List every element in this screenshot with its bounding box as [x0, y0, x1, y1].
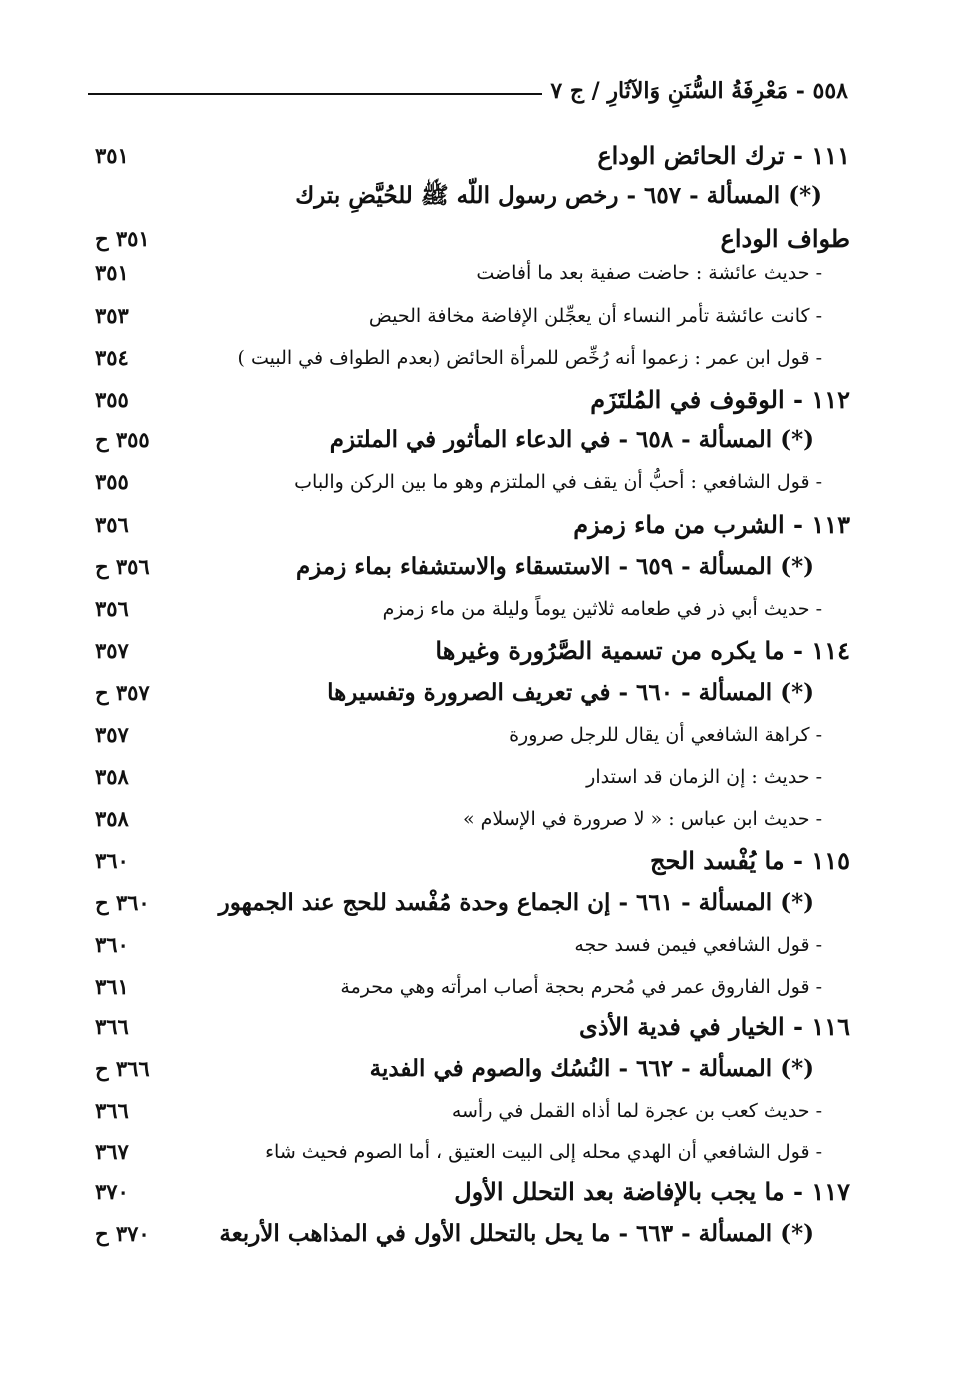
- entry-text: ١١٤ - ما يكره من تسمية الصَّرُورة وغيرها: [435, 636, 850, 665]
- entry-text: (*) المسألة - ٦٥٩ - الاستسقاء والاستشفاء بماء زمزم: [296, 553, 814, 580]
- entry-page: ٣٦٠: [95, 848, 129, 873]
- entry-text: - قول الشافعي فيمن فسد حجه: [574, 934, 822, 956]
- entry-page: ٣٦٦: [95, 1014, 129, 1039]
- entry-text: - حديث عائشة : حاضت صفية بعد ما أفاضت: [476, 262, 822, 284]
- toc-entry-item: [95, 757, 850, 799]
- entry-text: ١١٢ - الوقوف في المُلتَزَم: [590, 385, 850, 414]
- entry-page: ٣٥٣: [95, 303, 129, 328]
- entry-page: ٣٧٠: [95, 1179, 129, 1204]
- toc-entry-item: [95, 462, 850, 504]
- entry-text: - قول الفاروق عمر في مُحرم بحجة أصاب امرأته وهي محرمة: [340, 976, 822, 998]
- toc-entry-chapter-117: [95, 1172, 850, 1214]
- entry-text: (*) المسألة - ٦٦١ - إن الجماع وحدة مُفْسد للحج عند الجمهور: [218, 889, 814, 916]
- entry-text: ١١٣ - الشرب من ماء زمزم: [573, 510, 850, 539]
- toc-entry-item: [95, 967, 850, 1009]
- entry-page: ٣٥١: [95, 260, 129, 285]
- toc-entry-issue-663: [95, 1214, 850, 1256]
- entry-page: ٣٦٦ ح: [95, 1056, 150, 1081]
- entry-text: ١١٥ - ما يُفْسد الحج: [649, 846, 850, 875]
- entry-text: - حديث : إن الزمان قد استدار: [586, 766, 822, 788]
- entry-text: (*) المسألة - ٦٥٧ - رخص رسول اللّه ﷺ للحُيَّضِ بترك: [295, 182, 822, 209]
- toc-entry-item: [95, 799, 850, 841]
- entry-page: ٣٥٧: [95, 638, 129, 663]
- entry-page: ٣٦٧: [95, 1139, 129, 1164]
- entry-text: (*) المسألة - ٦٦٢ - النُسُك والصوم في الفدية: [369, 1055, 814, 1082]
- toc-entry-item: [95, 1091, 850, 1133]
- toc-entry-chapter-114: [95, 631, 850, 673]
- entry-page: ٣٥٨: [95, 806, 129, 831]
- entry-page: ٣٥٨: [95, 764, 129, 789]
- entry-text: ١١١ - ترك الحائض الوداع: [597, 141, 850, 170]
- toc-entry-issue-661: [95, 883, 850, 925]
- entry-text: ١١٦ - الخيار في فدية الأذى: [579, 1012, 850, 1041]
- entry-page: ٣٥١: [95, 143, 129, 168]
- toc-entry-issue-659: [95, 547, 850, 589]
- toc-entry-item: [95, 296, 850, 338]
- entry-text: - قول ابن عمر : زعموا أنه رُخِّص للمرأة الحائض (بعدم الطواف في البيت ): [237, 347, 822, 369]
- entry-text: - حديث أبي ذر في طعامه ثلاثين يوماً وليلة من ماء زمزم: [382, 598, 822, 620]
- entry-page: ٣٥٤: [95, 345, 129, 370]
- entry-text: - كراهة الشافعي أن يقال للرجل صرورة: [509, 724, 822, 746]
- entry-text: ١١٧ - ما يجب بالإفاضة بعد التحلل الأول: [454, 1177, 850, 1206]
- entry-page: ٣٦٠ ح: [95, 890, 150, 915]
- entry-page: ٣٥٥: [95, 469, 129, 494]
- entry-text: - كانت عائشة تأمر النساء أن يعجِّلن الإفاضة مخافة الحيض: [368, 305, 822, 327]
- entry-page: ٣٦٠: [95, 932, 129, 957]
- entry-page: ٣٥٦ ح: [95, 554, 150, 579]
- entry-text: - حديث ابن عباس : « لا صرورة في الإسلام »: [462, 808, 822, 830]
- entry-page: ٣٥٥ ح: [95, 427, 150, 452]
- entry-text: (*) المسألة - ٦٦٣ - ما يحل بالتحلل الأول في المذاهب الأربعة: [219, 1220, 814, 1247]
- entry-page: ٣٥١ ح: [95, 226, 150, 251]
- toc-entry-item: [95, 1132, 850, 1174]
- toc-entry-chapter-116: [95, 1007, 850, 1049]
- toc-entry-chapter-112: [95, 380, 850, 422]
- entry-text: - قول الشافعي أن الهدي محله إلى البيت العتيق ، أما الصوم فحيث شاء: [265, 1141, 822, 1163]
- entry-page: ٣٧٠ ح: [95, 1221, 150, 1246]
- entry-page: ٣٦١: [95, 974, 129, 999]
- entry-page: ٣٥٧: [95, 722, 129, 747]
- running-header: [88, 78, 848, 114]
- entry-page: ٣٥٥: [95, 387, 129, 412]
- entry-page: ٣٥٦: [95, 512, 129, 537]
- toc-entry-issue-658: [95, 420, 850, 462]
- entry-page: ٣٦٦: [95, 1098, 129, 1123]
- toc-entry-chapter-113: [95, 505, 850, 547]
- toc-entry-chapter-115: [95, 841, 850, 883]
- entry-page: ٣٥٧ ح: [95, 680, 150, 705]
- entry-text: - حديث كعب بن عجرة لما أذاه القمل في رأسه: [451, 1100, 822, 1122]
- header-title: ٥٥٨ - مَعْرِفَةُ السُّنَنِ وَالآثَارِ / ج ٧: [542, 78, 848, 104]
- toc-entry-issue-660: [95, 673, 850, 715]
- toc-entry-item: [95, 338, 850, 380]
- toc-entry-chapter-111: [95, 136, 850, 178]
- toc-entry-item: [95, 715, 850, 757]
- entry-page: ٣٥٦: [95, 596, 129, 621]
- toc-entry-item: [95, 925, 850, 967]
- toc-entry-issue-662: [95, 1049, 850, 1091]
- entry-text: (*) المسألة - ٦٦٠ - في تعريف الصرورة وتفسيرها: [327, 679, 814, 706]
- toc-entry-item: [95, 253, 850, 295]
- toc-entry-item: [95, 589, 850, 631]
- entry-text: (*) المسألة - ٦٥٨ - في الدعاء المأثور في الملتزم: [329, 426, 814, 453]
- entry-text: طواف الوداع: [720, 224, 850, 253]
- entry-text: - قول الشافعي : أحبُّ أن يقف في الملتزم وهو ما بين الركن والباب: [294, 471, 822, 493]
- toc-entry-issue-657: [95, 176, 850, 218]
